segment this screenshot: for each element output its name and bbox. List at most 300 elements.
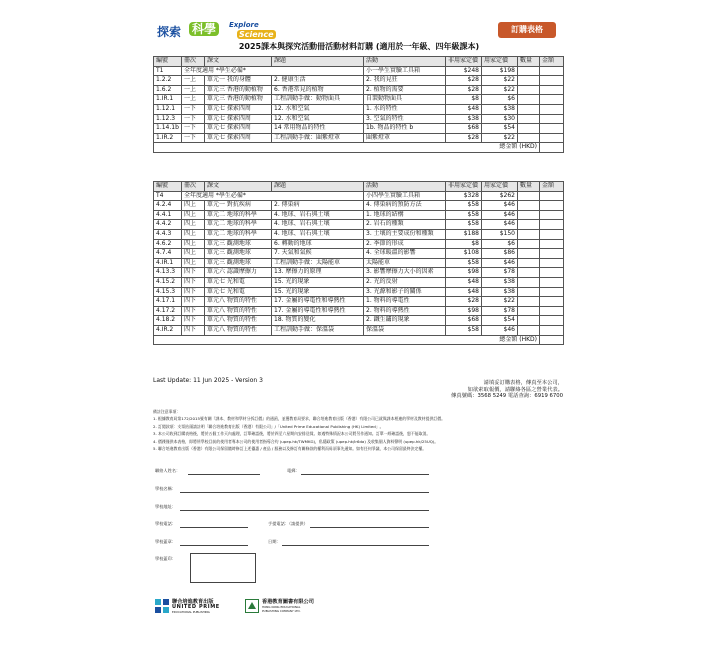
table-cell: 單元二 地球的科學 <box>205 229 272 239</box>
amount-cell[interactable] <box>540 229 564 239</box>
table-cell: 2. 植物的需要 <box>364 85 446 95</box>
table-cell: 四上 <box>182 220 205 230</box>
table-cell: $58 <box>446 220 482 230</box>
column-header: 金額 <box>540 182 564 192</box>
table-cell: 工程訓動手做：保溫袋 <box>272 325 364 335</box>
table-cell: $38 <box>446 114 482 124</box>
table-cell: 6. 香港常見的植物 <box>272 85 364 95</box>
table-cell: $108 <box>446 249 482 259</box>
quantity-cell[interactable] <box>518 229 540 239</box>
table-cell: 單元八 物質的特性 <box>205 306 272 316</box>
notes-section <box>153 408 565 452</box>
quantity-cell[interactable] <box>518 210 540 220</box>
amount-cell[interactable] <box>540 66 564 76</box>
table-cell: 單元一 對抗疾病 <box>205 201 272 211</box>
note-item: 3. 本公司收到訂購表格後，將於五個工作天內處理，訂單確認後，將於四至六星期內安排送貨。如遇特殊情況本公司將另作通知。訂單一經確認後，恕不能取消。 <box>153 431 431 437</box>
table-cell: 4.15.3 <box>154 287 182 297</box>
quantity-cell[interactable] <box>518 104 540 114</box>
table-cell: $98 <box>446 306 482 316</box>
table-cell: 圍紫燈罩 <box>364 133 446 143</box>
total-label: 總金額 (HKD) <box>154 335 540 345</box>
table-cell: 單元七 探索四周 <box>205 124 272 134</box>
table-cell: $248 <box>446 66 482 76</box>
order-form-button[interactable]: 訂購表格 <box>498 22 556 38</box>
quantity-cell[interactable] <box>518 76 540 86</box>
quantity-cell[interactable] <box>518 277 540 287</box>
table-cell: 2. 傳染病 <box>272 201 364 211</box>
table-cell: $28 <box>446 76 482 86</box>
amount-cell[interactable] <box>540 316 564 326</box>
table-cell: 2. 鐵生鏽的現象 <box>364 316 446 326</box>
logo-zh-2: 科學 <box>189 22 219 36</box>
table-cell: 單元六 認識摩擦力 <box>205 268 272 278</box>
column-header: 非用家定價 <box>446 57 482 67</box>
table-cell: $54 <box>482 316 518 326</box>
table-cell: $30 <box>482 114 518 124</box>
table-cell: T1 <box>154 66 182 76</box>
email-field[interactable] <box>301 474 429 475</box>
table-cell: $262 <box>482 191 518 201</box>
table-header-row <box>154 57 564 67</box>
quantity-cell[interactable] <box>518 133 540 143</box>
table-row <box>154 249 564 259</box>
table-cell: $46 <box>482 258 518 268</box>
table-cell: 單元三 觀測地球 <box>205 249 272 259</box>
column-header: 活動 <box>364 182 446 192</box>
table-cell: 四上 <box>182 258 205 268</box>
table-cell: 單元八 物質的特性 <box>205 297 272 307</box>
table-cell: $38 <box>482 287 518 297</box>
date-label: 日期： <box>268 539 281 544</box>
table-cell: 4. 地球、岩石與土壤 <box>272 220 364 230</box>
quantity-cell[interactable] <box>518 258 540 268</box>
amount-cell[interactable] <box>540 306 564 316</box>
table-cell: 保溫袋 <box>364 325 446 335</box>
table-cell: 13. 摩擦力的原理 <box>272 268 364 278</box>
table-cell: 4.18.2 <box>154 316 182 326</box>
table-cell: $150 <box>482 229 518 239</box>
table-row <box>154 124 564 134</box>
hk-en-name-1: HONG KONG EDUCATIONAL <box>262 605 301 609</box>
contact-line-3: 傳真號碼：3568 5249 電話查詢：6919 6700 <box>451 393 563 399</box>
table-row <box>154 325 564 335</box>
table-cell: $28 <box>446 85 482 95</box>
table-cell: $28 <box>446 297 482 307</box>
table-row <box>154 239 564 249</box>
column-header: 用家定價 <box>482 182 518 192</box>
amount-cell[interactable] <box>540 85 564 95</box>
amount-cell[interactable] <box>540 104 564 114</box>
table-header-row <box>154 182 564 192</box>
table-row <box>154 76 564 86</box>
mobile-field[interactable] <box>310 527 429 528</box>
quantity-cell[interactable] <box>518 124 540 134</box>
table-cell: 單元七 探索四周 <box>205 114 272 124</box>
table-cell: 4.2.4 <box>154 201 182 211</box>
table-cell: $58 <box>446 258 482 268</box>
table-cell: 2. 我的見狂 <box>364 76 446 86</box>
table-cell: 小四學生實驗工具箱 <box>364 191 446 201</box>
table-row <box>154 268 564 278</box>
mobile-label: 手提電話：（請提供） <box>268 521 308 526</box>
table-cell: 四上 <box>182 210 205 220</box>
table-cell: $46 <box>482 201 518 211</box>
table-cell: 自製動物面具 <box>364 95 446 105</box>
table-cell: 四下 <box>182 268 205 278</box>
table-cell: 12. 水和空氣 <box>272 114 364 124</box>
table-cell: $6 <box>482 95 518 105</box>
table-cell: 單元七 探索四周 <box>205 104 272 114</box>
table-cell: $22 <box>482 76 518 86</box>
table-cell: 4.7.4 <box>154 249 182 259</box>
table-cell: 工程訓動手做：圍紫燈罩 <box>272 133 364 143</box>
total-row <box>154 335 564 345</box>
table-cell: 1. 地球的結構 <box>364 210 446 220</box>
table-cell: $86 <box>482 249 518 259</box>
table-cell: 3. 空氣的特性 <box>364 114 446 124</box>
last-update: Last Update: 11 Jun 2025 - Version 3 <box>153 377 263 384</box>
table-cell: 4. 地球、岩石與土壤 <box>272 229 364 239</box>
table-cell: 一下 <box>182 114 205 124</box>
note-item: 5. 聯合培進教育出版（香港）有限公司保留隨時修訂上述優惠 / 產品 / 服務以及修訂有關條款的權利而毋須事先通知。如有任何爭議，本公司保留最終決定權。 <box>153 446 427 452</box>
table-cell: 單元七 光和電 <box>205 277 272 287</box>
table-cell: 4.17.1 <box>154 297 182 307</box>
table-cell: $8 <box>446 95 482 105</box>
table-cell: $98 <box>446 268 482 278</box>
table-cell: 1.6.2 <box>154 85 182 95</box>
table-row <box>154 210 564 220</box>
table-cell: 1.12.3 <box>154 114 182 124</box>
table-cell: $58 <box>446 210 482 220</box>
table-cell: 一下 <box>182 133 205 143</box>
table-cell: 一上 <box>182 85 205 95</box>
school-stamp-label: 學校蓋印： <box>155 556 176 561</box>
contact-line-1: 請填妥訂購表格，傳真至本公司， <box>483 380 563 386</box>
school-phone-field[interactable] <box>180 527 248 528</box>
school-name-field[interactable] <box>180 492 429 493</box>
quantity-cell[interactable] <box>518 66 540 76</box>
table-cell: 四下 <box>182 297 205 307</box>
table-cell: 全年度適用 *學生必備* <box>182 66 364 76</box>
school-name-label: 學校名稱： <box>155 486 176 491</box>
column-header: 數量 <box>518 182 540 192</box>
table-cell: $28 <box>446 133 482 143</box>
table-cell: $58 <box>446 201 482 211</box>
table-cell: 2. 健康生活 <box>272 76 364 86</box>
table-cell: $22 <box>482 85 518 95</box>
table-cell: $68 <box>446 124 482 134</box>
table-cell: $22 <box>482 297 518 307</box>
table-cell: 4.4.2 <box>154 220 182 230</box>
table-cell: $46 <box>482 220 518 230</box>
amount-cell[interactable] <box>540 258 564 268</box>
table-cell: 四上 <box>182 249 205 259</box>
table-cell: 工程訓動手做：動物面具 <box>272 95 364 105</box>
column-header: 數量 <box>518 57 540 67</box>
table-cell: $198 <box>482 66 518 76</box>
table-cell: 4.4.1 <box>154 210 182 220</box>
note-heading: 備註注意事項： <box>153 409 181 414</box>
amount-cell[interactable] <box>540 268 564 278</box>
table-cell: 6. 轉動的地球 <box>272 239 364 249</box>
table-cell: $54 <box>482 124 518 134</box>
table-cell: 3. 光源和影子的關係 <box>364 287 446 297</box>
table-row <box>154 191 564 201</box>
table-cell: 單元二 地球的科學 <box>205 210 272 220</box>
table-cell: 單元七 光和電 <box>205 287 272 297</box>
table-row <box>154 201 564 211</box>
column-header: 課題 <box>272 182 364 192</box>
page-title: 2025課本與探究活動冊活動材料訂購 (適用於一年級、四年級課本) <box>238 42 480 51</box>
table-cell: 4.4.3 <box>154 229 182 239</box>
column-header: 冊次 <box>182 182 205 192</box>
logo-en-2: Science <box>239 30 274 39</box>
table-cell: $38 <box>482 104 518 114</box>
table-cell: T4 <box>154 191 182 201</box>
table-cell: $46 <box>482 325 518 335</box>
date-field[interactable] <box>282 545 429 546</box>
table-cell: $58 <box>446 325 482 335</box>
table-cell: 太陽能車 <box>364 258 446 268</box>
table-cell: $38 <box>482 277 518 287</box>
table-cell: 3. 土壤的主要成份和種類 <box>364 229 446 239</box>
school-address-label: 學校地址： <box>155 504 176 509</box>
table-cell: 15. 光的現象 <box>272 287 364 297</box>
quantity-cell[interactable] <box>518 220 540 230</box>
quantity-cell[interactable] <box>518 85 540 95</box>
table-row <box>154 297 564 307</box>
logo-en-1: Explore <box>229 21 259 29</box>
quantity-cell[interactable] <box>518 325 540 335</box>
amount-cell[interactable] <box>540 191 564 201</box>
table-cell: 小一學生實驗工具箱 <box>364 66 446 76</box>
total-label: 總金額 (HKD) <box>154 143 540 153</box>
table-cell: 17. 金屬的導電性和導熱性 <box>272 297 364 307</box>
column-header: 金額 <box>540 57 564 67</box>
table-cell: 1.12.1 <box>154 104 182 114</box>
table-row <box>154 95 564 105</box>
column-header: 編號 <box>154 182 182 192</box>
email-label: 電郵： <box>287 468 300 473</box>
table-cell: 工程訓動手做：太陽能車 <box>272 258 364 268</box>
table-cell: 一下 <box>182 124 205 134</box>
united-prime-mark-icon <box>155 599 169 613</box>
table-row <box>154 104 564 114</box>
table-cell: $328 <box>446 191 482 201</box>
table-cell: 4. 地球、岩石與土壤 <box>272 210 364 220</box>
table-cell: 四下 <box>182 277 205 287</box>
table-cell: 1.IR.2 <box>154 133 182 143</box>
table-cell: $188 <box>446 229 482 239</box>
logo-zh-1: 探索 <box>157 25 182 39</box>
table-cell: 17. 金屬的導電性和導熱性 <box>272 306 364 316</box>
hkep-logo <box>245 598 335 616</box>
table-cell: $22 <box>482 133 518 143</box>
table-cell: 一上 <box>182 76 205 86</box>
table-cell: 1.14.1b <box>154 124 182 134</box>
column-header: 活動 <box>364 57 446 67</box>
quantity-cell[interactable] <box>518 249 540 259</box>
column-header: 課文 <box>205 182 272 192</box>
note-item: 4. 價錢僅供本表格，即將所學校目前的使用者專本公司的使用者指導合約 (upep.hk/TWMKG)，私隱政策 (upep.hk/lr6da) 及收集個人資料聲明 (upep.hk/25UQ)。 <box>153 438 439 444</box>
up-en-name: UNITED PRIME <box>172 604 220 610</box>
school-chop-field[interactable] <box>180 545 248 546</box>
total-row <box>154 143 564 153</box>
column-header: 非用家定價 <box>446 182 482 192</box>
table-cell: 4.6.2 <box>154 239 182 249</box>
table-cell: 單元三 觀測地球 <box>205 258 272 268</box>
column-header: 編號 <box>154 57 182 67</box>
table-cell: 4.17.2 <box>154 306 182 316</box>
table-cell: 15. 光的現象 <box>272 277 364 287</box>
hk-en-name-2: PUBLISHING COMPANY LTD. <box>262 609 301 613</box>
contact-person-field[interactable] <box>188 474 260 475</box>
table-cell: 單元二 地球的科學 <box>205 220 272 230</box>
table-row <box>154 287 564 297</box>
table-cell: 4. 傳染病的預防方法 <box>364 201 446 211</box>
column-header: 課題 <box>272 57 364 67</box>
column-header: 冊次 <box>182 57 205 67</box>
table-cell: 一上 <box>182 95 205 105</box>
table-cell: 一下 <box>182 104 205 114</box>
table-cell: 1. 物料的導電性 <box>364 297 446 307</box>
quantity-cell[interactable] <box>518 316 540 326</box>
table-cell: 四下 <box>182 287 205 297</box>
table-cell: $46 <box>482 210 518 220</box>
hk-zh-name: 香港教育圖書有限公司 <box>262 599 314 605</box>
table-cell: $78 <box>482 306 518 316</box>
table-cell: 2. 季節的形成 <box>364 239 446 249</box>
table-cell: 單元三 觀測地球 <box>205 239 272 249</box>
amount-cell[interactable] <box>540 201 564 211</box>
total-amount-cell[interactable] <box>540 143 564 153</box>
quantity-cell[interactable] <box>518 287 540 297</box>
quantity-cell[interactable] <box>518 201 540 211</box>
united-prime-logo <box>155 598 245 616</box>
amount-cell[interactable] <box>540 220 564 230</box>
table-row <box>154 133 564 143</box>
amount-cell[interactable] <box>540 133 564 143</box>
column-header: 課文 <box>205 57 272 67</box>
school-chop-label: 學校蓋章： <box>155 539 176 544</box>
table-cell: 4.IR.2 <box>154 325 182 335</box>
table-cell: 2. 岩石的種類 <box>364 220 446 230</box>
table-cell: 18. 物質的變化 <box>272 316 364 326</box>
table-cell: 1.2.2 <box>154 76 182 86</box>
table-cell: 1. 水的特性 <box>364 104 446 114</box>
table-cell: 4. 全球暖溫的影響 <box>364 249 446 259</box>
quantity-cell[interactable] <box>518 239 540 249</box>
table-cell: $78 <box>482 268 518 278</box>
contact-info <box>420 380 563 400</box>
quantity-cell[interactable] <box>518 191 540 201</box>
school-stamp-box[interactable] <box>190 553 256 583</box>
order-table-grade4 <box>153 181 564 345</box>
table-cell: 單元一 我的身體 <box>205 76 272 86</box>
table-cell: 四下 <box>182 316 205 326</box>
table-cell: $48 <box>446 277 482 287</box>
school-phone-label: 學校電話： <box>155 521 176 526</box>
table-row <box>154 85 564 95</box>
table-cell: 單元八 物質的特性 <box>205 316 272 326</box>
up-sub-name: EDUCATIONAL PUBLISHING <box>172 610 210 614</box>
table-cell: $8 <box>446 239 482 249</box>
table-cell: $68 <box>446 316 482 326</box>
amount-cell[interactable] <box>540 95 564 105</box>
table-cell: 4.IR.1 <box>154 258 182 268</box>
quantity-cell[interactable] <box>518 95 540 105</box>
amount-cell[interactable] <box>540 124 564 134</box>
amount-cell[interactable] <box>540 239 564 249</box>
table-cell: 4.13.3 <box>154 268 182 278</box>
amount-cell[interactable] <box>540 114 564 124</box>
table-cell: 單元三 香港的動植物 <box>205 95 272 105</box>
column-header: 用家定價 <box>482 57 518 67</box>
amount-cell[interactable] <box>540 325 564 335</box>
table-cell: 14 常用物品的特性 <box>272 124 364 134</box>
quantity-cell[interactable] <box>518 268 540 278</box>
amount-cell[interactable] <box>540 297 564 307</box>
table-cell: 四下 <box>182 306 205 316</box>
table-cell: 3. 影響摩擦力大小的因素 <box>364 268 446 278</box>
table-cell: 四上 <box>182 201 205 211</box>
table-cell: 7. 天氣和氣候 <box>272 249 364 259</box>
table-cell: 四上 <box>182 239 205 249</box>
table-row <box>154 277 564 287</box>
quantity-cell[interactable] <box>518 114 540 124</box>
amount-cell[interactable] <box>540 277 564 287</box>
table-row <box>154 220 564 230</box>
hkep-mark-icon <box>245 599 259 613</box>
table-cell: $48 <box>446 104 482 114</box>
table-row <box>154 306 564 316</box>
table-cell: 1b. 物品的特性 b <box>364 124 446 134</box>
total-amount-cell[interactable] <box>540 335 564 345</box>
table-cell: $48 <box>446 287 482 297</box>
table-row <box>154 258 564 268</box>
table-cell: 4.15.2 <box>154 277 182 287</box>
table-cell: 四下 <box>182 325 205 335</box>
table-cell: 2. 物料的導熱性 <box>364 306 446 316</box>
quantity-cell[interactable] <box>518 297 540 307</box>
amount-cell[interactable] <box>540 249 564 259</box>
note-item: 2. 訂閱款項：支票抬頭請註明「聯合培進教育出版（香港）有限公司」/「United Prime Educational Publishing (HK) Limited」。 <box>153 423 384 429</box>
table-row <box>154 316 564 326</box>
table-cell: 2. 光的反射 <box>364 277 446 287</box>
contact-person-label: 聯絡人姓名： <box>155 468 181 473</box>
table-cell: 單元八 物質的特性 <box>205 325 272 335</box>
table-cell: 12. 水和空氣 <box>272 104 364 114</box>
table-row <box>154 114 564 124</box>
amount-cell[interactable] <box>540 76 564 86</box>
contact-line-2: 如欲索取報價，請聯絡各區之營業代表。 <box>467 386 563 393</box>
note-item: 1. 根據教育局第172/2015號有關『課本、教材和學材分拆訂價』的通函，並獲教育局要求，聯合培進教育出版（香港）有限公司已就與課本相連的學材及教材提供訂價。 <box>153 416 446 422</box>
table-row <box>154 229 564 239</box>
table-cell: $6 <box>482 239 518 249</box>
amount-cell[interactable] <box>540 287 564 297</box>
table-cell: 全年度適用 *學生必備* <box>182 191 364 201</box>
table-cell: 單元七 探索四周 <box>205 133 272 143</box>
school-address-field[interactable] <box>180 510 429 511</box>
table-cell: 1.IR.1 <box>154 95 182 105</box>
amount-cell[interactable] <box>540 210 564 220</box>
table-cell: 四上 <box>182 229 205 239</box>
order-table-grade1 <box>153 56 564 153</box>
table-row <box>154 66 564 76</box>
up-zh-name: 聯合培進教育出版 <box>172 599 214 605</box>
quantity-cell[interactable] <box>518 306 540 316</box>
table-cell: 單元三 香港的動植物 <box>205 85 272 95</box>
